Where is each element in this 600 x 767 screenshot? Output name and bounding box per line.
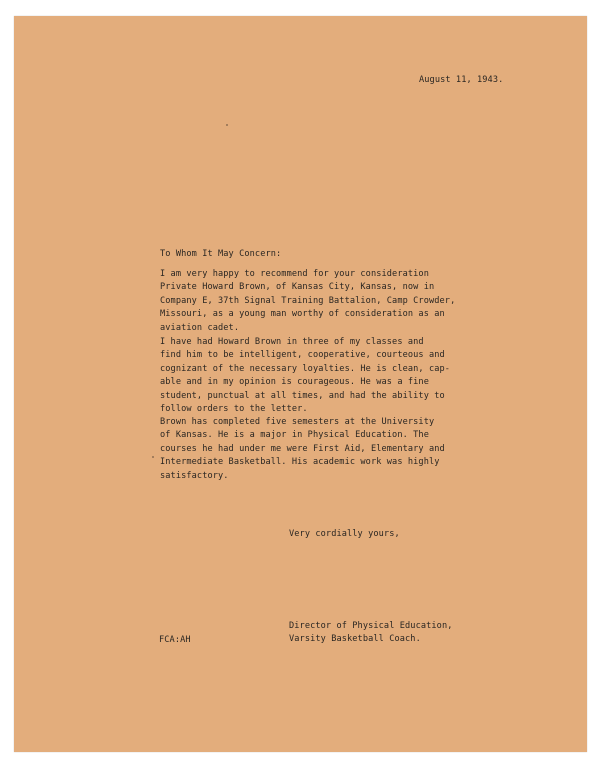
paragraph-line: Missouri, as a young man worthy of consideration as an bbox=[160, 309, 445, 320]
paragraph-line: able and in my opinion is courageous. He was a fine bbox=[160, 377, 429, 388]
paragraph-line: aviation cadet. bbox=[160, 322, 240, 333]
paragraph-3 bbox=[160, 416, 520, 483]
paragraph-line: find him to be intelligent, cooperative, courteous and bbox=[160, 350, 445, 361]
letter-date: August 11, 1943. bbox=[419, 75, 504, 85]
paragraph-line: I am very happy to recommend for your consideration bbox=[160, 269, 429, 279]
paragraph-line: Private Howard Brown, of Kansas City, Kansas, now in bbox=[160, 282, 435, 293]
closing: Very cordially yours, bbox=[289, 529, 400, 539]
signature-title: Varsity Basketball Coach. bbox=[289, 634, 421, 645]
paragraph-line: Company E, 37th Signal Training Battalion, Camp Crowder, bbox=[160, 295, 456, 306]
paragraph-line: courses he had under me were First Aid, Elementary and bbox=[160, 443, 445, 454]
reference-initials: FCA:AH bbox=[159, 635, 191, 645]
paragraph-1 bbox=[160, 268, 520, 335]
paper-speck bbox=[152, 456, 154, 458]
paper-speck bbox=[226, 124, 228, 126]
letter-page bbox=[14, 16, 587, 752]
paragraph-line: follow orders to the letter. bbox=[160, 404, 308, 415]
paragraph-line: of Kansas. He is a major in Physical Education. The bbox=[160, 430, 429, 441]
paragraph-line: student, punctual at all times, and had the ability to bbox=[160, 390, 445, 401]
paragraph-line: Brown has completed five semesters at the University bbox=[160, 417, 435, 427]
signature-title: Director of Physical Education, bbox=[289, 621, 453, 631]
paragraph-line: satisfactory. bbox=[160, 470, 229, 481]
paragraph-line: cognizant of the necessary loyalties. He is clean, cap- bbox=[160, 363, 451, 374]
paragraph-line: Intermediate Basketball. His academic work was highly bbox=[160, 457, 440, 468]
paragraph-2 bbox=[160, 336, 520, 416]
salutation: To Whom It May Concern: bbox=[160, 249, 282, 259]
signature-block bbox=[289, 620, 453, 647]
paragraph-line: I have had Howard Brown in three of my classes and bbox=[160, 337, 424, 347]
